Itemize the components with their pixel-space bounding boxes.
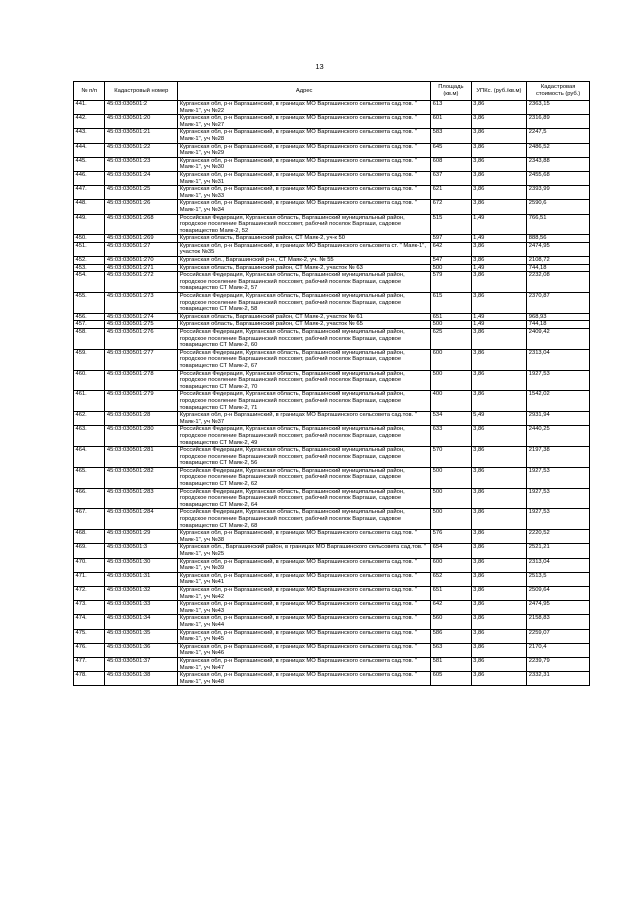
cell-cadastral-number: 45:03:030501:26 <box>105 200 178 214</box>
cell-upks: 3,86 <box>471 186 527 200</box>
table-row <box>74 467 590 488</box>
cell-upks: 3,86 <box>471 349 527 370</box>
table-row <box>74 572 590 586</box>
cell-cadastral-cost: 1927,53 <box>527 370 590 391</box>
cell-area: 608 <box>431 157 471 171</box>
cell-cadastral-cost: 2486,52 <box>527 143 590 157</box>
cell-upks: 3,86 <box>471 544 527 558</box>
cell-area: 583 <box>431 129 471 143</box>
cell-num: 469. <box>74 544 105 558</box>
cell-upks: 3,86 <box>471 558 527 572</box>
cell-cadastral-number: 45:03:030501:27 <box>105 242 178 256</box>
cell-address: Российская Федерация, Курганская область, Варгашинский муниципальный район, городское поселение Варгашинский поссовет, рабочий поселок Варгаши, садовое товарищество СТ Маяк-2, 68 <box>178 509 431 530</box>
cell-area: 621 <box>431 186 471 200</box>
cell-cadastral-cost: 968,93 <box>527 313 590 321</box>
cell-cadastral-cost: 2474,95 <box>527 242 590 256</box>
cell-cadastral-cost: 2474,95 <box>527 601 590 615</box>
cell-cadastral-cost: 2393,99 <box>527 186 590 200</box>
cell-upks: 3,86 <box>471 200 527 214</box>
cell-upks: 3,86 <box>471 509 527 530</box>
cell-cadastral-cost: 888,56 <box>527 235 590 243</box>
cell-cadastral-cost: 2409,42 <box>527 329 590 350</box>
table-row <box>74 558 590 572</box>
cell-address: Курганская обл, р-н Варгашинский, в границах МО Варгашинского сельсовета сад.тов. " Маяк-1", уч №29 <box>178 143 431 157</box>
table-row <box>74 349 590 370</box>
table-row <box>74 157 590 171</box>
cell-num: 458. <box>74 329 105 350</box>
table-row <box>74 214 590 235</box>
cell-cadastral-number: 45:03:030501:280 <box>105 426 178 447</box>
cell-cadastral-number: 45:03:030501:282 <box>105 467 178 488</box>
cell-cadastral-cost: 2509,64 <box>527 586 590 600</box>
cell-area: 600 <box>431 349 471 370</box>
table-row <box>74 235 590 243</box>
table-row <box>74 601 590 615</box>
cell-cadastral-number: 45:03:030501:3 <box>105 544 178 558</box>
cell-cadastral-number: 45:03:030501:278 <box>105 370 178 391</box>
table-row <box>74 101 590 115</box>
cell-num: 459. <box>74 349 105 370</box>
table-row <box>74 530 590 544</box>
cell-num: 475. <box>74 629 105 643</box>
cell-cadastral-number: 45:03:030501:22 <box>105 143 178 157</box>
cell-upks: 3,86 <box>471 672 527 686</box>
cell-cadastral-number: 45:03:030501:283 <box>105 488 178 509</box>
cell-upks: 3,86 <box>471 615 527 629</box>
cell-upks: 3,86 <box>471 467 527 488</box>
cell-num: 476. <box>74 643 105 657</box>
cell-cadastral-cost: 2316,89 <box>527 115 590 129</box>
table-row <box>74 264 590 272</box>
cell-cadastral-cost: 2521,21 <box>527 544 590 558</box>
cell-address: Курганская обл, р-н Варгашинский, в границах МО Варгашинского сельсовета сад.тов. " Маяк-1", уч №41 <box>178 572 431 586</box>
cell-upks: 5,49 <box>471 412 527 426</box>
cell-num: 468. <box>74 530 105 544</box>
cell-cadastral-number: 45:03:030501:269 <box>105 235 178 243</box>
cell-area: 500 <box>431 509 471 530</box>
table-row <box>74 672 590 686</box>
table-row <box>74 129 590 143</box>
cell-upks: 3,86 <box>471 272 527 293</box>
cell-address: Курганская обл., Варгашинский р-н., СТ Маяк-2, уч. № 55 <box>178 257 431 265</box>
cell-address: Курганская обл, р-н Варгашинский, в границах МО Варгашинского сельсовета сад.тов. " Маяк-1", уч №27 <box>178 115 431 129</box>
cell-upks: 3,86 <box>471 143 527 157</box>
table-row <box>74 115 590 129</box>
cell-num: 453. <box>74 264 105 272</box>
cell-num: 457. <box>74 321 105 329</box>
cell-num: 444. <box>74 143 105 157</box>
cell-upks: 3,86 <box>471 426 527 447</box>
cell-area: 579 <box>431 272 471 293</box>
header-cadastral-number: Кадастровый номер <box>105 82 178 101</box>
cell-area: 645 <box>431 143 471 157</box>
cell-cadastral-number: 45:03:030501:31 <box>105 572 178 586</box>
table-row <box>74 509 590 530</box>
cell-address: Курганская обл, р-н Варгашинский, в границах МО Варгашинского сельсовета сад.тов. " Маяк-1", уч №39 <box>178 558 431 572</box>
table-row <box>74 329 590 350</box>
cell-upks: 3,86 <box>471 657 527 671</box>
cell-cadastral-cost: 2108,72 <box>527 257 590 265</box>
cell-cadastral-number: 45:03:030501:284 <box>105 509 178 530</box>
table-row <box>74 171 590 185</box>
table-row <box>74 200 590 214</box>
cell-upks: 3,86 <box>471 293 527 314</box>
cell-address: Курганская обл, р-н Варгашинский, в границах МО Варгашинского сельсовета сад.тов. " Маяк-1", уч №30 <box>178 157 431 171</box>
header-num: № п/п <box>74 82 105 101</box>
cell-num: 472. <box>74 586 105 600</box>
cell-area: 547 <box>431 257 471 265</box>
cell-cadastral-cost: 2513,5 <box>527 572 590 586</box>
cell-num: 449. <box>74 214 105 235</box>
cell-cadastral-cost: 2197,38 <box>527 447 590 468</box>
cell-cadastral-cost: 2259,07 <box>527 629 590 643</box>
cell-cadastral-number: 45:03:030501:272 <box>105 272 178 293</box>
cell-area: 654 <box>431 544 471 558</box>
cell-area: 581 <box>431 657 471 671</box>
cell-area: 652 <box>431 572 471 586</box>
cell-cadastral-number: 45:03:030501:270 <box>105 257 178 265</box>
cell-cadastral-number: 45:03:030501:2 <box>105 101 178 115</box>
cell-upks: 3,86 <box>471 488 527 509</box>
header-upks: УПКс. (руб./кв.м) <box>471 82 527 101</box>
cell-upks: 3,86 <box>471 643 527 657</box>
cell-cadastral-number: 45:03:030501:279 <box>105 391 178 412</box>
table-row <box>74 586 590 600</box>
cell-area: 576 <box>431 530 471 544</box>
cell-address: Курганская обл, р-н Варгашинский, в границах МО Варгашинского сельсовета ст. " Маяк-1", участок №35 <box>178 242 431 256</box>
cell-cadastral-cost: 1927,53 <box>527 509 590 530</box>
cell-area: 500 <box>431 370 471 391</box>
cell-address: Курганская обл, р-н Варгашинский, в границах МО Варгашинского сельсовета сад.тов. " Маяк-1", уч №42 <box>178 586 431 600</box>
table-row <box>74 544 590 558</box>
table-row <box>74 293 590 314</box>
cell-address: Курганская обл, р-н Варгашинский, в границах МО Варгашинского сельсовета сад.тов. " Маяк-1", уч №47 <box>178 657 431 671</box>
cell-cadastral-cost: 2220,52 <box>527 530 590 544</box>
cell-cadastral-cost: 2313,04 <box>527 349 590 370</box>
cell-upks: 3,86 <box>471 257 527 265</box>
cell-address: Курганская обл, р-н Варгашинский, в границах МО Варгашинского сельсовета сад.тов. " Маяк-1", уч №38 <box>178 530 431 544</box>
cell-area: 613 <box>431 101 471 115</box>
header-address: Адрес <box>178 82 431 101</box>
cell-address: Российская Федерация, Курганская область, Варгашинский муниципальный район, городское поселение Варгашинский поссовет, рабочий поселок Варгаши, садовое товарищество СТ Маяк-2, 58 <box>178 293 431 314</box>
cell-area: 605 <box>431 672 471 686</box>
cell-address: Российская Федерация, Курганская область, Варгашинский муниципальный район, городское поселение Варгашинский поссовет, рабочий поселок Варгаши, садовое товарищество СТ Маяк-2, 70 <box>178 370 431 391</box>
cell-area: 560 <box>431 615 471 629</box>
cell-num: 451. <box>74 242 105 256</box>
cell-num: 446. <box>74 171 105 185</box>
cell-cadastral-number: 45:03:030501:273 <box>105 293 178 314</box>
table-row <box>74 447 590 468</box>
cell-address: Курганская область, Варгашинский район, СТ Маяк-2, уч-к 50 <box>178 235 431 243</box>
cell-num: 454. <box>74 272 105 293</box>
table-row <box>74 643 590 657</box>
cell-cadastral-cost: 744,18 <box>527 264 590 272</box>
cell-cadastral-number: 45:03:030501:30 <box>105 558 178 572</box>
cell-cadastral-cost: 2313,04 <box>527 558 590 572</box>
cell-area: 515 <box>431 214 471 235</box>
cell-address: Курганская обл, р-н Варгашинский, в границах МО Варгашинского сельсовета сад.тов. " Маяк-1", уч №46 <box>178 643 431 657</box>
table-row <box>74 629 590 643</box>
cell-upks: 1,49 <box>471 321 527 329</box>
table-row <box>74 412 590 426</box>
cell-cadastral-cost: 766,51 <box>527 214 590 235</box>
table-row <box>74 321 590 329</box>
cell-address: Российская Федерация, Курганская область, Варгашинский муниципальный район, городское поселение Варгашинский поссовет, рабочий поселок Варгаши, садовое товарищество СТ Маяк-2, 67 <box>178 349 431 370</box>
table-row <box>74 426 590 447</box>
cell-area: 586 <box>431 629 471 643</box>
cell-num: 450. <box>74 235 105 243</box>
cell-cadastral-cost: 2158,83 <box>527 615 590 629</box>
cell-cadastral-number: 45:03:030501:25 <box>105 186 178 200</box>
cell-upks: 3,86 <box>471 530 527 544</box>
cell-address: Российская Федерация, Курганская область, Варгашинский муниципальный район, городское поселение Варгашинский поссовет, рабочий поселок Варгаши, садовое товарищество СТ Маяк-2, 60 <box>178 329 431 350</box>
page-number: 13 <box>315 62 324 71</box>
cell-upks: 3,86 <box>471 129 527 143</box>
cell-cadastral-number: 45:03:030501:23 <box>105 157 178 171</box>
cell-address: Курганская обл, р-н Варгашинский, в границах МО Варгашинского сельсовета сад.тов. " Маяк-1", уч №44 <box>178 615 431 629</box>
cell-address: Курганская обл, р-н Варгашинский, в границах МО Варгашинского сельсовета сад.тов. " Маяк-1", уч №45 <box>178 629 431 643</box>
cell-address: Курганская обл, р-н Варгашинский, в границах МО Варгашинского сельсовета сад.тов. " Маяк-1", уч №37 <box>178 412 431 426</box>
cell-cadastral-cost: 2440,25 <box>527 426 590 447</box>
cell-cadastral-cost: 2370,87 <box>527 293 590 314</box>
cell-num: 478. <box>74 672 105 686</box>
table-row <box>74 488 590 509</box>
cell-cadastral-number: 45:03:030501:35 <box>105 629 178 643</box>
cell-cadastral-cost: 2232,08 <box>527 272 590 293</box>
cell-num: 460. <box>74 370 105 391</box>
cell-address: Российская Федерация, Курганская область, Варгашинский муниципальный район, городское поселение Варгашинский поссовет, рабочий поселок Варгаши, садовое товарищество СТ Маяк-2, 62 <box>178 467 431 488</box>
cell-upks: 3,86 <box>471 601 527 615</box>
table-row <box>74 615 590 629</box>
cell-cadastral-number: 45:03:030501:33 <box>105 601 178 615</box>
cell-area: 534 <box>431 412 471 426</box>
cadastral-table <box>73 81 590 686</box>
cell-address: Курганская область, Варгашинский район, СТ Маяк-2, участок № 61 <box>178 313 431 321</box>
cell-num: 448. <box>74 200 105 214</box>
cell-cadastral-number: 45:03:030501:277 <box>105 349 178 370</box>
cell-area: 500 <box>431 321 471 329</box>
cell-area: 615 <box>431 293 471 314</box>
cell-cadastral-number: 45:03:030501:21 <box>105 129 178 143</box>
cell-num: 452. <box>74 257 105 265</box>
cell-upks: 3,86 <box>471 115 527 129</box>
cell-address: Российская Федерация, Курганская область, Варгашинский муниципальный район, городское поселение Варгашинский поссовет, рабочий поселок Варгаши, садовое товарищество СТ Маяк-2, 71 <box>178 391 431 412</box>
cell-area: 637 <box>431 171 471 185</box>
cell-cadastral-cost: 2239,79 <box>527 657 590 671</box>
cell-upks: 3,86 <box>471 370 527 391</box>
cell-cadastral-cost: 2363,15 <box>527 101 590 115</box>
table-header-row <box>74 82 590 101</box>
cell-address: Курганская обл, р-н Варгашинский, в границах МО Варгашинского сельсовета сад.тов. " Маяк-1", уч №43 <box>178 601 431 615</box>
table-row <box>74 272 590 293</box>
cell-upks: 3,86 <box>471 391 527 412</box>
cell-num: 465. <box>74 467 105 488</box>
table-row <box>74 370 590 391</box>
cell-num: 462. <box>74 412 105 426</box>
cell-upks: 3,86 <box>471 629 527 643</box>
cell-num: 467. <box>74 509 105 530</box>
cell-num: 456. <box>74 313 105 321</box>
cell-cadastral-cost: 2332,31 <box>527 672 590 686</box>
cell-area: 651 <box>431 313 471 321</box>
table-row <box>74 657 590 671</box>
cell-address: Курганская обл., Варгашинский район, в границах МО Варгашинского сельсовета сад.тов. " Маяк-1", уч №25 <box>178 544 431 558</box>
cell-cadastral-cost: 1927,53 <box>527 488 590 509</box>
cell-num: 445. <box>74 157 105 171</box>
cell-area: 625 <box>431 329 471 350</box>
cell-num: 464. <box>74 447 105 468</box>
cell-address: Российская Федерация, Курганская область, Варгашинский муниципальный район, городское поселение Варгашинский поссовет, рабочий поселок Варгаши, садовое товарищество СТ Маяк-2, 56 <box>178 447 431 468</box>
cell-area: 600 <box>431 558 471 572</box>
cell-address: Российская Федерация, Курганская область, Варгашинский муниципальный район, городское поселение Варгашинский поссовет, рабочий поселок Варгаши, садовое товарищество СТ Маяк-2, 64 <box>178 488 431 509</box>
cell-upks: 3,86 <box>471 572 527 586</box>
cell-cadastral-cost: 2170,4 <box>527 643 590 657</box>
cell-address: Курганская область, Варгашинский район, СТ Маяк-2, участок № 63 <box>178 264 431 272</box>
header-area: Площадь (кв.м) <box>431 82 471 101</box>
cell-upks: 3,86 <box>471 101 527 115</box>
cell-num: 470. <box>74 558 105 572</box>
cell-cadastral-number: 45:03:030501:271 <box>105 264 178 272</box>
cell-cadastral-number: 45:03:030501:268 <box>105 214 178 235</box>
cell-address: Российская Федерация, Курганская область, Варгашинский муниципальный район, городское поселение Варгашинский поссовет, рабочий поселок Варгаши, садовое товарищество СТ Маяк-2, 49 <box>178 426 431 447</box>
cell-area: 570 <box>431 447 471 468</box>
cell-num: 474. <box>74 615 105 629</box>
cell-address: Курганская обл, р-н Варгашинский, в границах МО Варгашинского сельсовета сад.тов. " Маяк-1", уч №33 <box>178 186 431 200</box>
cell-upks: 1,49 <box>471 313 527 321</box>
cell-upks: 3,86 <box>471 157 527 171</box>
cell-cadastral-number: 45:03:030501:20 <box>105 115 178 129</box>
cell-num: 471. <box>74 572 105 586</box>
cell-cadastral-number: 45:03:030501:274 <box>105 313 178 321</box>
cell-cadastral-number: 45:03:030501:32 <box>105 586 178 600</box>
cell-num: 443. <box>74 129 105 143</box>
cell-address: Курганская обл, р-н Варгашинский, в границах МО Варгашинского сельсовета сад.тов. " Маяк-1", уч №28 <box>178 129 431 143</box>
cell-upks: 1,49 <box>471 264 527 272</box>
cell-area: 642 <box>431 242 471 256</box>
cell-area: 601 <box>431 115 471 129</box>
cell-num: 461. <box>74 391 105 412</box>
header-cadastral-cost: Кадастровая стоимость (руб.) <box>527 82 590 101</box>
cell-area: 500 <box>431 467 471 488</box>
cell-upks: 3,86 <box>471 447 527 468</box>
cell-cadastral-number: 45:03:030501:34 <box>105 615 178 629</box>
cell-num: 477. <box>74 657 105 671</box>
cell-cadastral-cost: 1927,53 <box>527 467 590 488</box>
cell-num: 473. <box>74 601 105 615</box>
cell-upks: 1,49 <box>471 214 527 235</box>
cell-area: 563 <box>431 643 471 657</box>
cell-upks: 3,86 <box>471 329 527 350</box>
cell-upks: 3,86 <box>471 586 527 600</box>
cell-num: 441. <box>74 101 105 115</box>
cell-cadastral-number: 45:03:030501:29 <box>105 530 178 544</box>
cell-cadastral-number: 45:03:030501:24 <box>105 171 178 185</box>
cell-area: 651 <box>431 586 471 600</box>
cell-cadastral-cost: 2343,88 <box>527 157 590 171</box>
table-row <box>74 391 590 412</box>
cell-cadastral-cost: 1542,02 <box>527 391 590 412</box>
cell-cadastral-cost: 2455,68 <box>527 171 590 185</box>
cell-cadastral-cost: 2247,5 <box>527 129 590 143</box>
cell-upks: 1,49 <box>471 235 527 243</box>
cell-area: 400 <box>431 391 471 412</box>
cell-address: Курганская обл, р-н Варгашинский, в границах МО Варгашинского сельсовета сад.тов. " Маяк-1", уч №48 <box>178 672 431 686</box>
cell-cadastral-cost: 2931,94 <box>527 412 590 426</box>
cell-num: 442. <box>74 115 105 129</box>
table-row <box>74 257 590 265</box>
cell-num: 463. <box>74 426 105 447</box>
cell-cadastral-number: 45:03:030501:37 <box>105 657 178 671</box>
cell-upks: 3,86 <box>471 242 527 256</box>
cell-address: Российская Федерация, Курганская область, Варгашинский муниципальный район, городское поселение Варгашинский поссовет, рабочий поселок Варгаши, садовое товарищество СТ Маяк-2, 57 <box>178 272 431 293</box>
cell-num: 466. <box>74 488 105 509</box>
cell-cadastral-number: 45:03:030501:36 <box>105 643 178 657</box>
cell-num: 455. <box>74 293 105 314</box>
cell-area: 633 <box>431 426 471 447</box>
cell-area: 642 <box>431 601 471 615</box>
cell-cadastral-number: 45:03:030501:276 <box>105 329 178 350</box>
cell-area: 500 <box>431 264 471 272</box>
cell-address: Российская Федерация, Курганская область, Варгашинский муниципальный район, городское поселение Варгашинский поссовет, рабочий поселок Варгаши, садовое товарищество Маяк-2, 52 <box>178 214 431 235</box>
cell-cadastral-cost: 2590,6 <box>527 200 590 214</box>
cell-area: 597 <box>431 235 471 243</box>
table-row <box>74 242 590 256</box>
cell-address: Курганская обл, р-н Варгашинский, в границах МО Варгашинского сельсовета сад.тов. " Маяк-1", уч №31 <box>178 171 431 185</box>
table-row <box>74 143 590 157</box>
cell-address: Курганская обл, р-н Варгашинский, в границах МО Варгашинского сельсовета сад.тов. " Маяк-1", уч №34 <box>178 200 431 214</box>
cell-num: 447. <box>74 186 105 200</box>
cell-cadastral-number: 45:03:030501:275 <box>105 321 178 329</box>
cell-cadastral-number: 45:03:030501:281 <box>105 447 178 468</box>
cell-upks: 3,86 <box>471 171 527 185</box>
cell-cadastral-number: 45:03:030501:38 <box>105 672 178 686</box>
table-row <box>74 313 590 321</box>
cell-cadastral-cost: 744,18 <box>527 321 590 329</box>
cell-area: 672 <box>431 200 471 214</box>
cell-area: 500 <box>431 488 471 509</box>
cell-address: Курганская обл, р-н Варгашинский, в границах МО Варгашинского сельсовета сад.тов. " Маяк-1", уч №22 <box>178 101 431 115</box>
cell-address: Курганская область, Варгашинский район, СТ Маяк-2, участок № 65 <box>178 321 431 329</box>
cell-cadastral-number: 45:03:030501:28 <box>105 412 178 426</box>
table-row <box>74 186 590 200</box>
